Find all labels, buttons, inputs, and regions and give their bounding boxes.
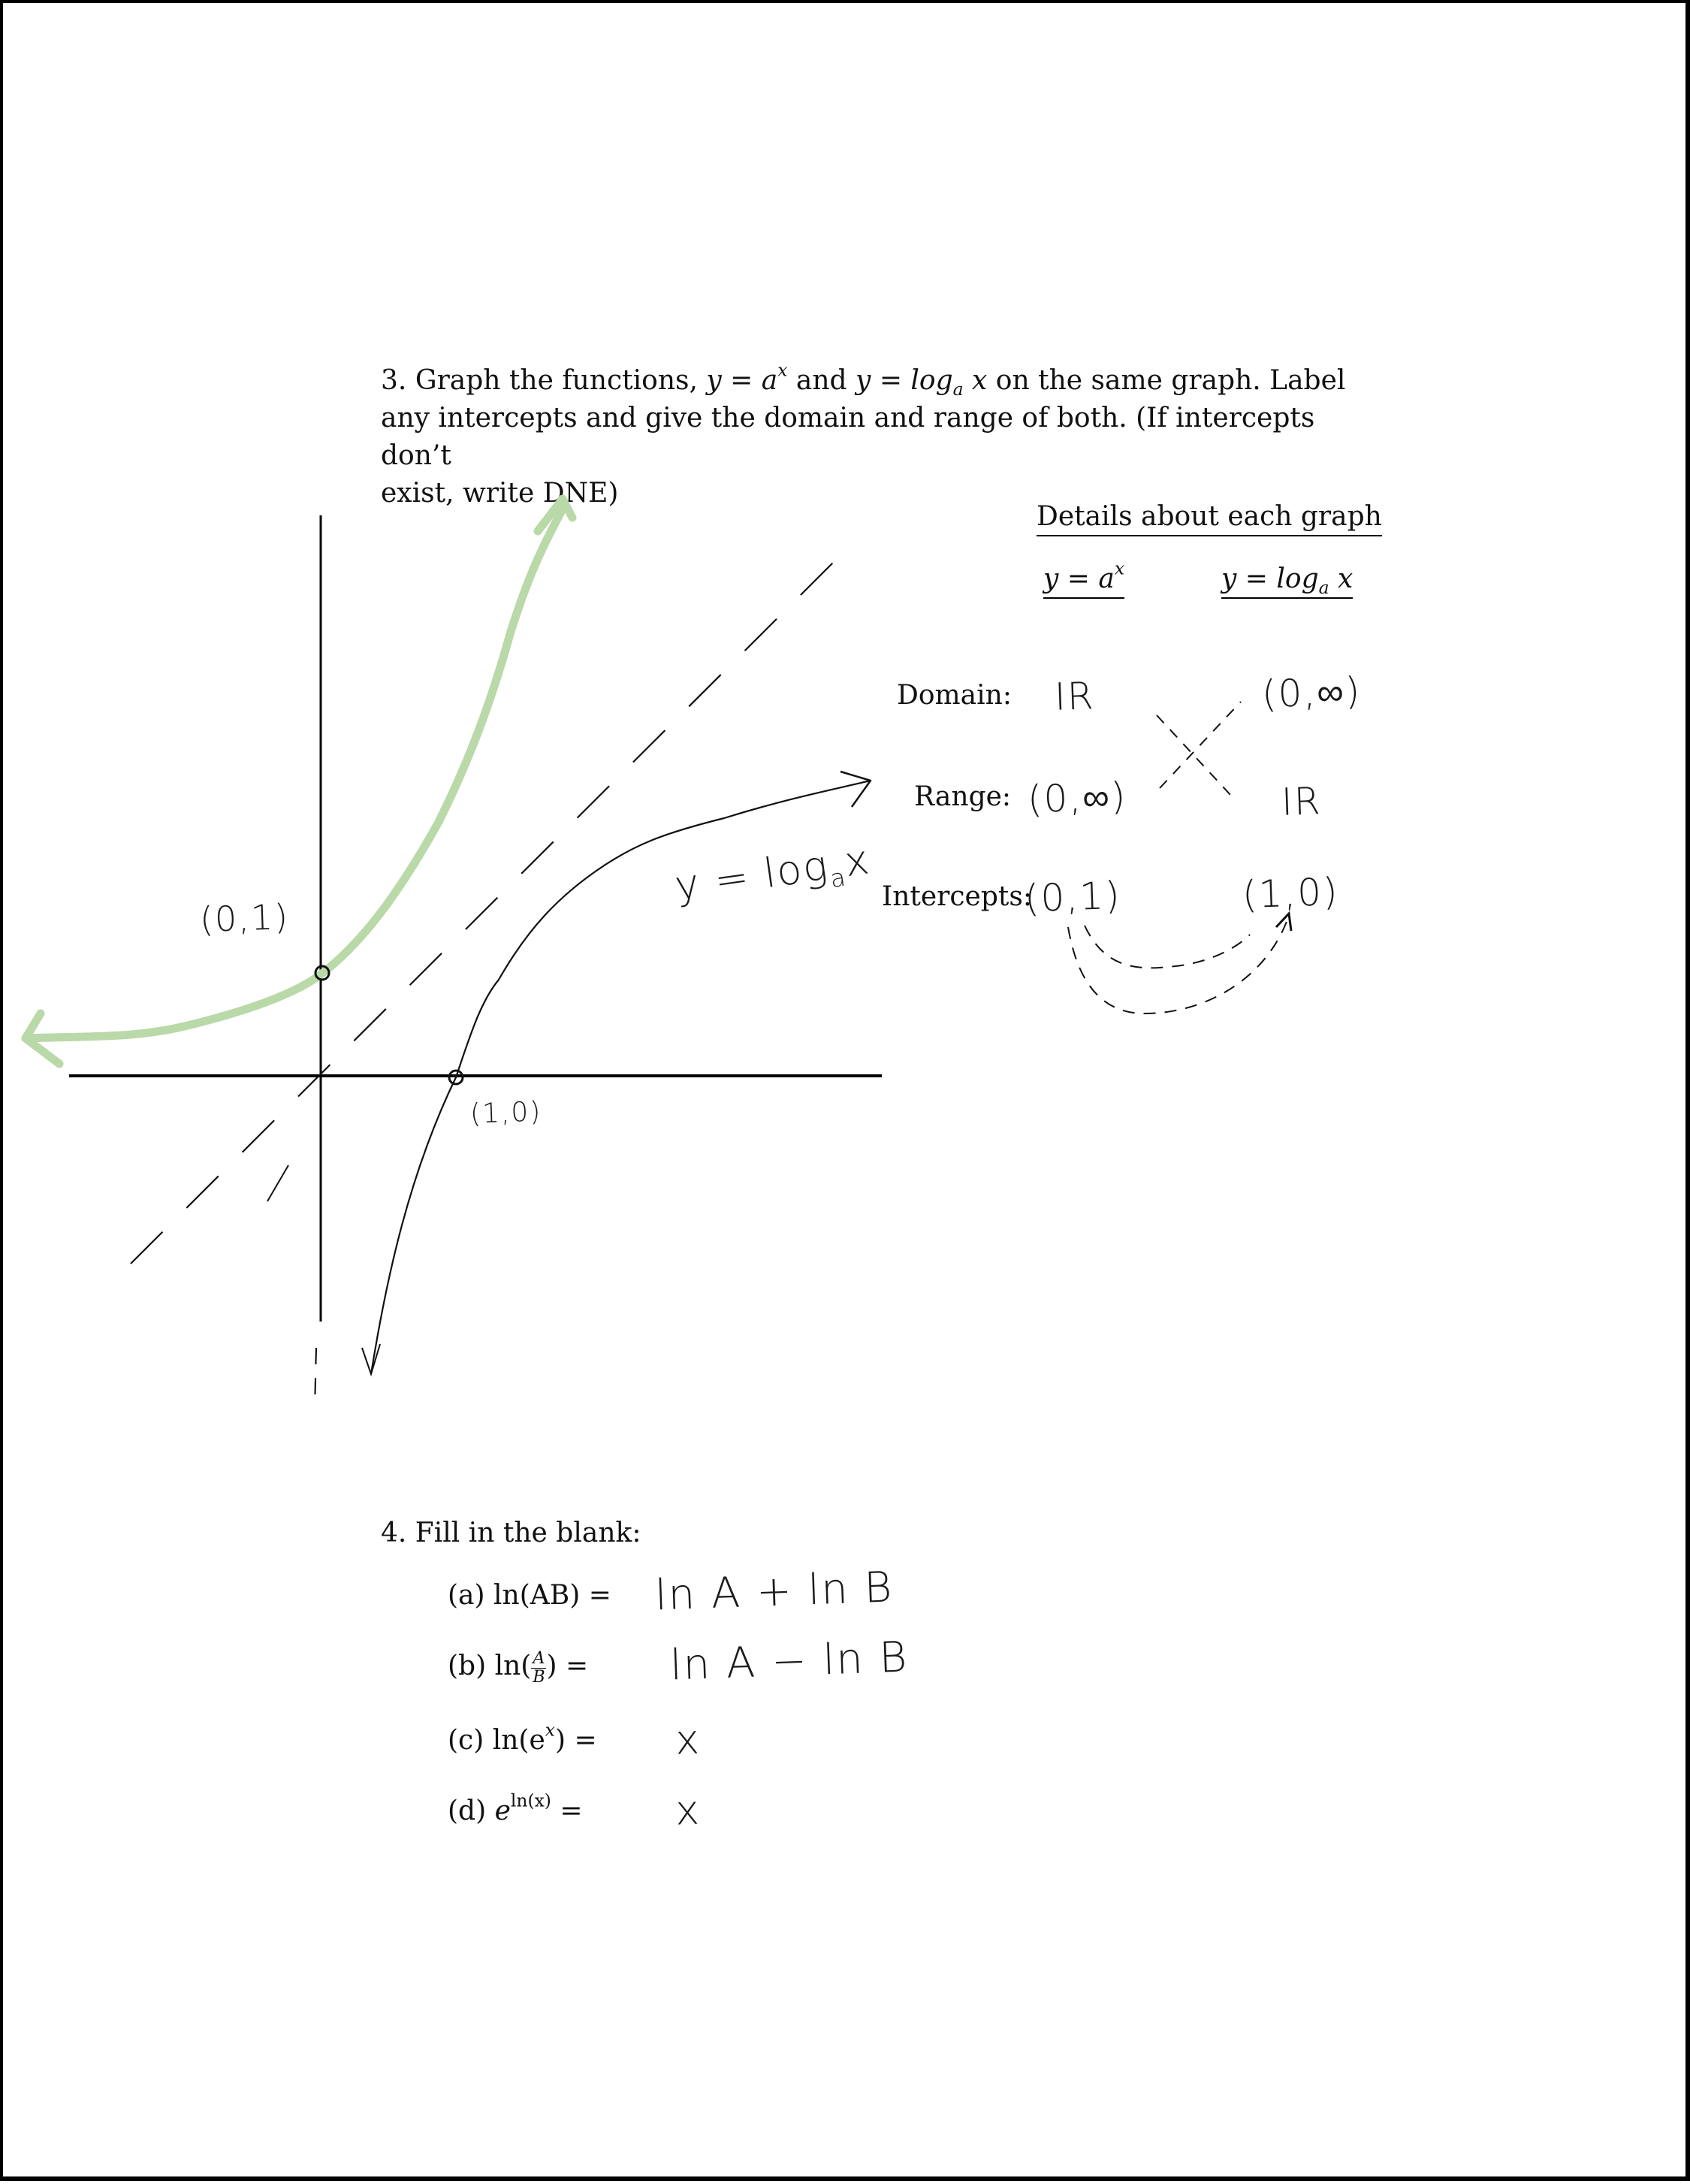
stray-dash xyxy=(267,1165,288,1201)
q3-line1: 3. Graph the functions, $y = a^x$ and $y = \log_a x$ on the same graph. Label xyxy=(381,359,1346,400)
q4a-answer: ln A + ln B xyxy=(653,1563,895,1621)
fraction-a-over-b: $\frac{A}{B}$ xyxy=(533,1648,545,1687)
exp-intercept-answer: (0,1) xyxy=(1024,873,1122,921)
log-intercept-label: (1,0) xyxy=(469,1096,543,1130)
question-4-heading: 4. Fill in the blank: xyxy=(381,1518,641,1548)
domain-range-swap-dash-2 xyxy=(1160,702,1241,788)
column-header-logarithm: $y = \log_a x$ xyxy=(1221,563,1354,599)
q4a: (a) ln(AB) = xyxy=(448,1580,611,1611)
log-intercept-answer: (1,0) xyxy=(1242,869,1340,917)
q4c: (c) $\ln(e^x)$ = xyxy=(448,1719,597,1756)
q3-line3: exist, write DNE) xyxy=(381,478,619,509)
q4c-answer: x xyxy=(674,1715,702,1764)
log-range-answer: IR xyxy=(1281,779,1323,824)
q4d-answer: x xyxy=(674,1786,702,1835)
exp-range-answer: (0,∞) xyxy=(1027,774,1128,822)
column-header-exponential: $y = a^x$ xyxy=(1043,563,1124,599)
line-y-equals-x xyxy=(131,545,850,1264)
range-label: Range: xyxy=(914,781,1012,812)
q4d: (d) $e^{ln(x)}$ = xyxy=(448,1790,583,1826)
graph-canvas xyxy=(3,3,1690,2184)
log-curve-label: $y = \log_ax$ xyxy=(671,835,874,911)
details-title: Details about each graph xyxy=(1037,500,1382,536)
intercepts-label: Intercepts: xyxy=(882,881,1032,912)
exponential-curve xyxy=(26,505,565,1038)
q4b-answer: ln A − ln B xyxy=(668,1633,910,1690)
domain-range-swap-dash-1 xyxy=(1157,715,1231,796)
exp-intercept-label: (0,1) xyxy=(199,896,290,941)
exp-domain-answer: IR xyxy=(1054,674,1096,719)
q3-line2: any intercepts and give the domain and range of both. (If intercepts don’t xyxy=(381,403,1315,471)
q4b: (b) ln( $\frac{A}{B}$ ) = xyxy=(448,1648,589,1687)
log-right-arrowhead xyxy=(840,772,871,807)
intercept-swap-arrow-1 xyxy=(1085,926,1250,968)
domain-label: Domain: xyxy=(897,680,1012,711)
log-domain-answer: (0,∞) xyxy=(1261,669,1363,717)
y-axis-dashed-extension xyxy=(315,1348,316,1408)
